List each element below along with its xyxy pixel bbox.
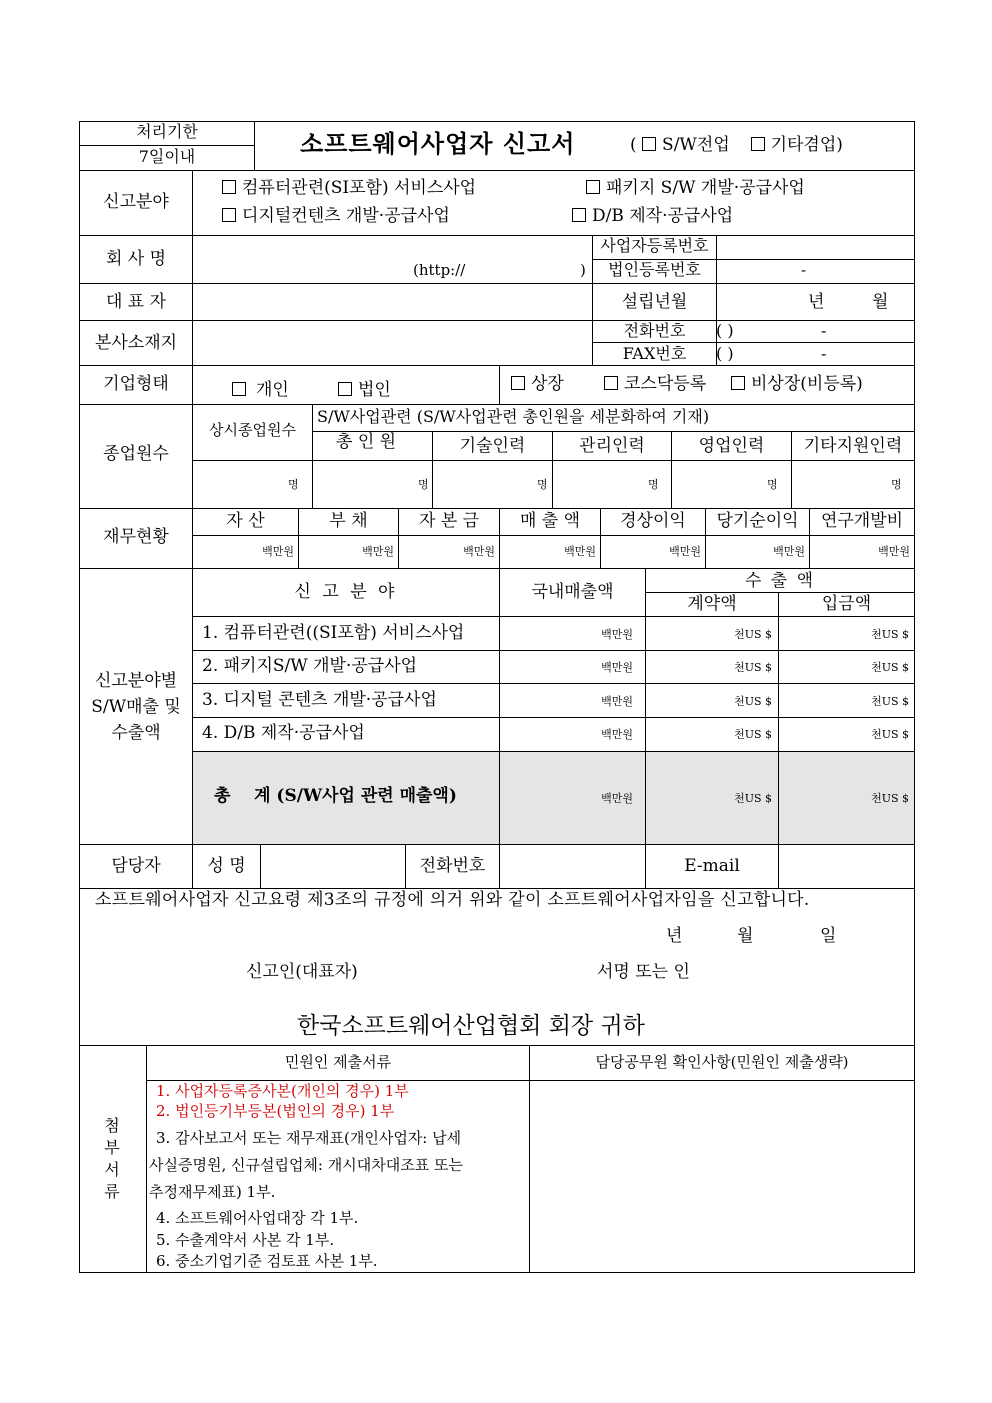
attachment-item-6: 6. 중소기업기준 검토표 사본 1부.: [156, 1252, 378, 1270]
sw-exclusive-checkbox[interactable]: [642, 137, 656, 151]
finance-header-net-income: 당기순이익: [716, 511, 799, 531]
attachment-item-5: 5. 수출계약서 사본 각 1부.: [156, 1231, 335, 1249]
unit-krw: 백만원: [601, 695, 633, 708]
unit-usd: 천US $: [734, 661, 772, 674]
contact-phone-label: 전화번호: [419, 856, 486, 876]
regular-employees-label: 상시종업원수: [209, 421, 296, 439]
unit-label: 백만원: [463, 545, 495, 558]
unit-usd: 천US $: [871, 695, 909, 708]
corp-reg-dash: -: [801, 261, 807, 279]
finance-header-capital: 자 본 금: [418, 511, 480, 531]
sales-row-label: 3. 디지털 콘텐츠 개발·공급사업: [202, 690, 437, 710]
unit-label: 백만원: [262, 545, 294, 558]
phone-value-cell: [716, 320, 915, 343]
founded-month-label: 월: [872, 292, 889, 312]
unit-krw: 백만원: [601, 728, 633, 741]
attachments-label-text: 첨부서류: [104, 1116, 120, 1201]
listed-checkbox[interactable]: [511, 376, 525, 390]
biz-reg-value-cell: [716, 235, 915, 260]
contact-name-label: 성 명: [207, 856, 246, 876]
finance-header-rnd: 연구개발비: [820, 511, 904, 531]
sales-row-label: 1. 컴퓨터관련((SI포함) 서비스사업: [202, 623, 465, 643]
package-checkbox[interactable]: [586, 180, 600, 194]
unit-label: 명: [891, 478, 902, 491]
company-name-label: 회 사 명: [105, 249, 167, 269]
kosdaq-label: 코스닥등록: [624, 374, 707, 394]
db-checkbox[interactable]: [572, 208, 586, 222]
ceo-row: [79, 283, 915, 321]
unit-label: 백만원: [564, 545, 596, 558]
phone-label: 전화번호: [623, 321, 686, 340]
declaration-day: 일: [820, 926, 837, 946]
unit-krw: 백만원: [601, 661, 633, 674]
sales-total-label: 총 계 (S/W사업 관련 매출액): [214, 786, 457, 806]
unit-label: 백만원: [878, 545, 910, 558]
sales-deposit-header: 입금액: [821, 594, 872, 614]
finance-header-assets: 자 산: [226, 511, 265, 531]
digital-checkbox[interactable]: [222, 208, 236, 222]
si-checkbox[interactable]: [222, 180, 236, 194]
individual-checkbox[interactable]: [232, 382, 246, 396]
individual-label: 개인: [256, 380, 289, 400]
unit-usd: 천US $: [871, 661, 909, 674]
unit-usd: 천US $: [734, 792, 772, 805]
fax-dash: -: [821, 344, 827, 363]
homepage-url-close: ): [580, 261, 586, 279]
unit-usd: 천US $: [871, 628, 909, 641]
sw-exclusive-label: S/W전업: [662, 135, 730, 155]
corp-reg-label: 법인등록번호: [608, 260, 701, 279]
category-label: 신고분야: [103, 192, 169, 212]
sales-row-label: 4. D/B 제작·공급사업: [202, 723, 365, 743]
deadline-value: 7일이내: [138, 147, 196, 166]
listed-label: 상장: [531, 374, 564, 394]
sales-contract-header: 계약액: [687, 594, 737, 614]
homepage-url-open[interactable]: (http://: [413, 261, 466, 279]
finance-header-revenue: 매 출 액: [519, 511, 581, 531]
package-label: 패키지 S/W 개발·공급사업: [606, 178, 805, 198]
signature-label: 서명 또는 인: [597, 962, 690, 982]
submit-header: 민원인 제출서류: [284, 1053, 392, 1071]
employees-label: 종업원수: [103, 444, 169, 464]
corp-type-kosdaq: [604, 376, 706, 393]
corporation-checkbox[interactable]: [338, 382, 352, 396]
biz-reg-label: 사업자등록번호: [600, 236, 709, 255]
kosdaq-checkbox[interactable]: [604, 376, 618, 390]
unit-usd: 천US $: [734, 728, 772, 741]
unit-label: 명: [288, 478, 299, 491]
unit-krw: 백만원: [601, 792, 633, 805]
business-type-options: [630, 137, 843, 154]
db-label: D/B 제작·공급사업: [592, 206, 734, 226]
contact-phone-value-cell: [499, 844, 646, 889]
form-title: 소프트웨어사업자 신고서: [300, 129, 576, 158]
attachment-item-3: 3. 감사보고서 또는 재무재표(개인사업자: 납세: [156, 1129, 462, 1147]
unit-usd: 천US $: [734, 695, 772, 708]
unit-usd: 천US $: [871, 792, 909, 805]
tech-staff-label: 기술인력: [459, 436, 526, 456]
sales-section-label: 신고분야별 S/W매출 및 수출액: [91, 671, 181, 743]
category-option-si: [222, 180, 476, 197]
unit-usd: 천US $: [734, 628, 772, 641]
corp-type-individual: [232, 382, 289, 399]
ceo-label: 대 표 자: [105, 292, 167, 312]
mgmt-staff-label: 관리인력: [579, 436, 645, 456]
phone-dash: -: [821, 321, 827, 340]
founded-label: 설립년월: [621, 292, 688, 312]
digital-label: 디지털컨텐츠 개발·공급사업: [242, 206, 450, 226]
category-option-digital: [222, 208, 450, 225]
unit-label: 명: [767, 478, 778, 491]
other-business-checkbox[interactable]: [751, 137, 765, 151]
corp-reg-value-cell: [716, 259, 915, 284]
finance-header-liabilities: 부 채: [329, 511, 368, 531]
sales-category-header: 신 고 분 야: [294, 582, 398, 602]
unit-label: 명: [648, 478, 659, 491]
attachment-item-4: 4. 소프트웨어사업대장 각 1부.: [156, 1209, 359, 1227]
sales-export-header: 수 출 액: [744, 571, 816, 591]
corp-type-unlisted: [731, 376, 863, 393]
founded-year-label: 년: [808, 292, 825, 312]
hq-label: 본사소재지: [94, 333, 178, 353]
attachment-item-3-cont: 사실증명원, 신규설립업체: 개시대차대조표 또는: [149, 1156, 463, 1174]
attachments-label: [102, 1115, 122, 1203]
unit-label: 백만원: [362, 545, 394, 558]
addressee: 한국소프트웨어산업협회 회장 귀하: [297, 1013, 645, 1039]
contact-label: 담당자: [111, 856, 161, 876]
title-open-paren: (: [630, 135, 637, 155]
deadline-label: 처리기한: [136, 122, 198, 141]
sales-domestic-header: 국내매출액: [531, 582, 614, 602]
declaration-text: 소프트웨어사업자 신고요령 제3조의 규정에 의거 위와 같이 소프트웨어사업자임을 신고합니다.: [95, 890, 810, 910]
si-label: 컴퓨터관련(SI포함) 서비스사업: [242, 178, 477, 198]
sales-staff-label: 영업인력: [698, 436, 765, 456]
declarant-label: 신고인(대표자): [246, 962, 358, 982]
finance-label: 재무현황: [103, 527, 169, 547]
fax-area-code[interactable]: ( ): [716, 344, 734, 363]
attachment-item-1: 1. 사업자등록증사본(개인의 경우) 1부: [156, 1082, 409, 1100]
unit-label: 명: [418, 478, 429, 491]
other-staff-label: 기타지원인력: [803, 436, 903, 456]
sales-row-label: 2. 패키지S/W 개발·공급사업: [202, 656, 418, 676]
unit-label: 백만원: [669, 545, 701, 558]
corp-type-label: 기업형태: [103, 374, 169, 394]
unit-label: 명: [537, 478, 548, 491]
contact-email-label: E-mail: [684, 856, 740, 876]
emp-value-cell: [312, 460, 433, 509]
unit-label: 백만원: [773, 545, 805, 558]
phone-area-code[interactable]: ( ): [716, 321, 734, 340]
verify-header: 담당공무원 확인사항(민원인 제출생략): [595, 1053, 849, 1071]
fax-label: FAX번호: [622, 344, 687, 363]
finance-header-ordinary-income: 경상이익: [620, 511, 686, 531]
corp-type-corporation: [338, 382, 391, 399]
emp-value-cell: [432, 460, 553, 509]
total-staff-label: 총 인 원: [336, 432, 397, 452]
category-option-package: [586, 180, 805, 197]
corp-type-listed: [511, 376, 564, 393]
declaration-month: 월: [737, 926, 754, 946]
declaration-year: 년: [666, 926, 683, 946]
other-business-label: 기타겸업): [770, 135, 843, 155]
unlisted-label: 비상장(비등록): [751, 374, 863, 394]
attachment-item-3-cont: 추정재무제표) 1부.: [149, 1183, 276, 1201]
category-option-db: [572, 208, 733, 225]
unit-krw: 백만원: [601, 628, 633, 641]
sw-related-label: S/W사업관련 (S/W사업관련 총인원을 세분화하여 기재): [317, 407, 710, 426]
unit-usd: 천US $: [871, 728, 909, 741]
corporation-label: 법인: [358, 380, 391, 400]
attachment-item-2: 2. 법인등기부등본(법인의 경우) 1부: [156, 1102, 395, 1120]
contact-name-value-cell: [260, 844, 406, 889]
unlisted-checkbox[interactable]: [731, 376, 745, 390]
fax-value-cell: [716, 342, 915, 366]
